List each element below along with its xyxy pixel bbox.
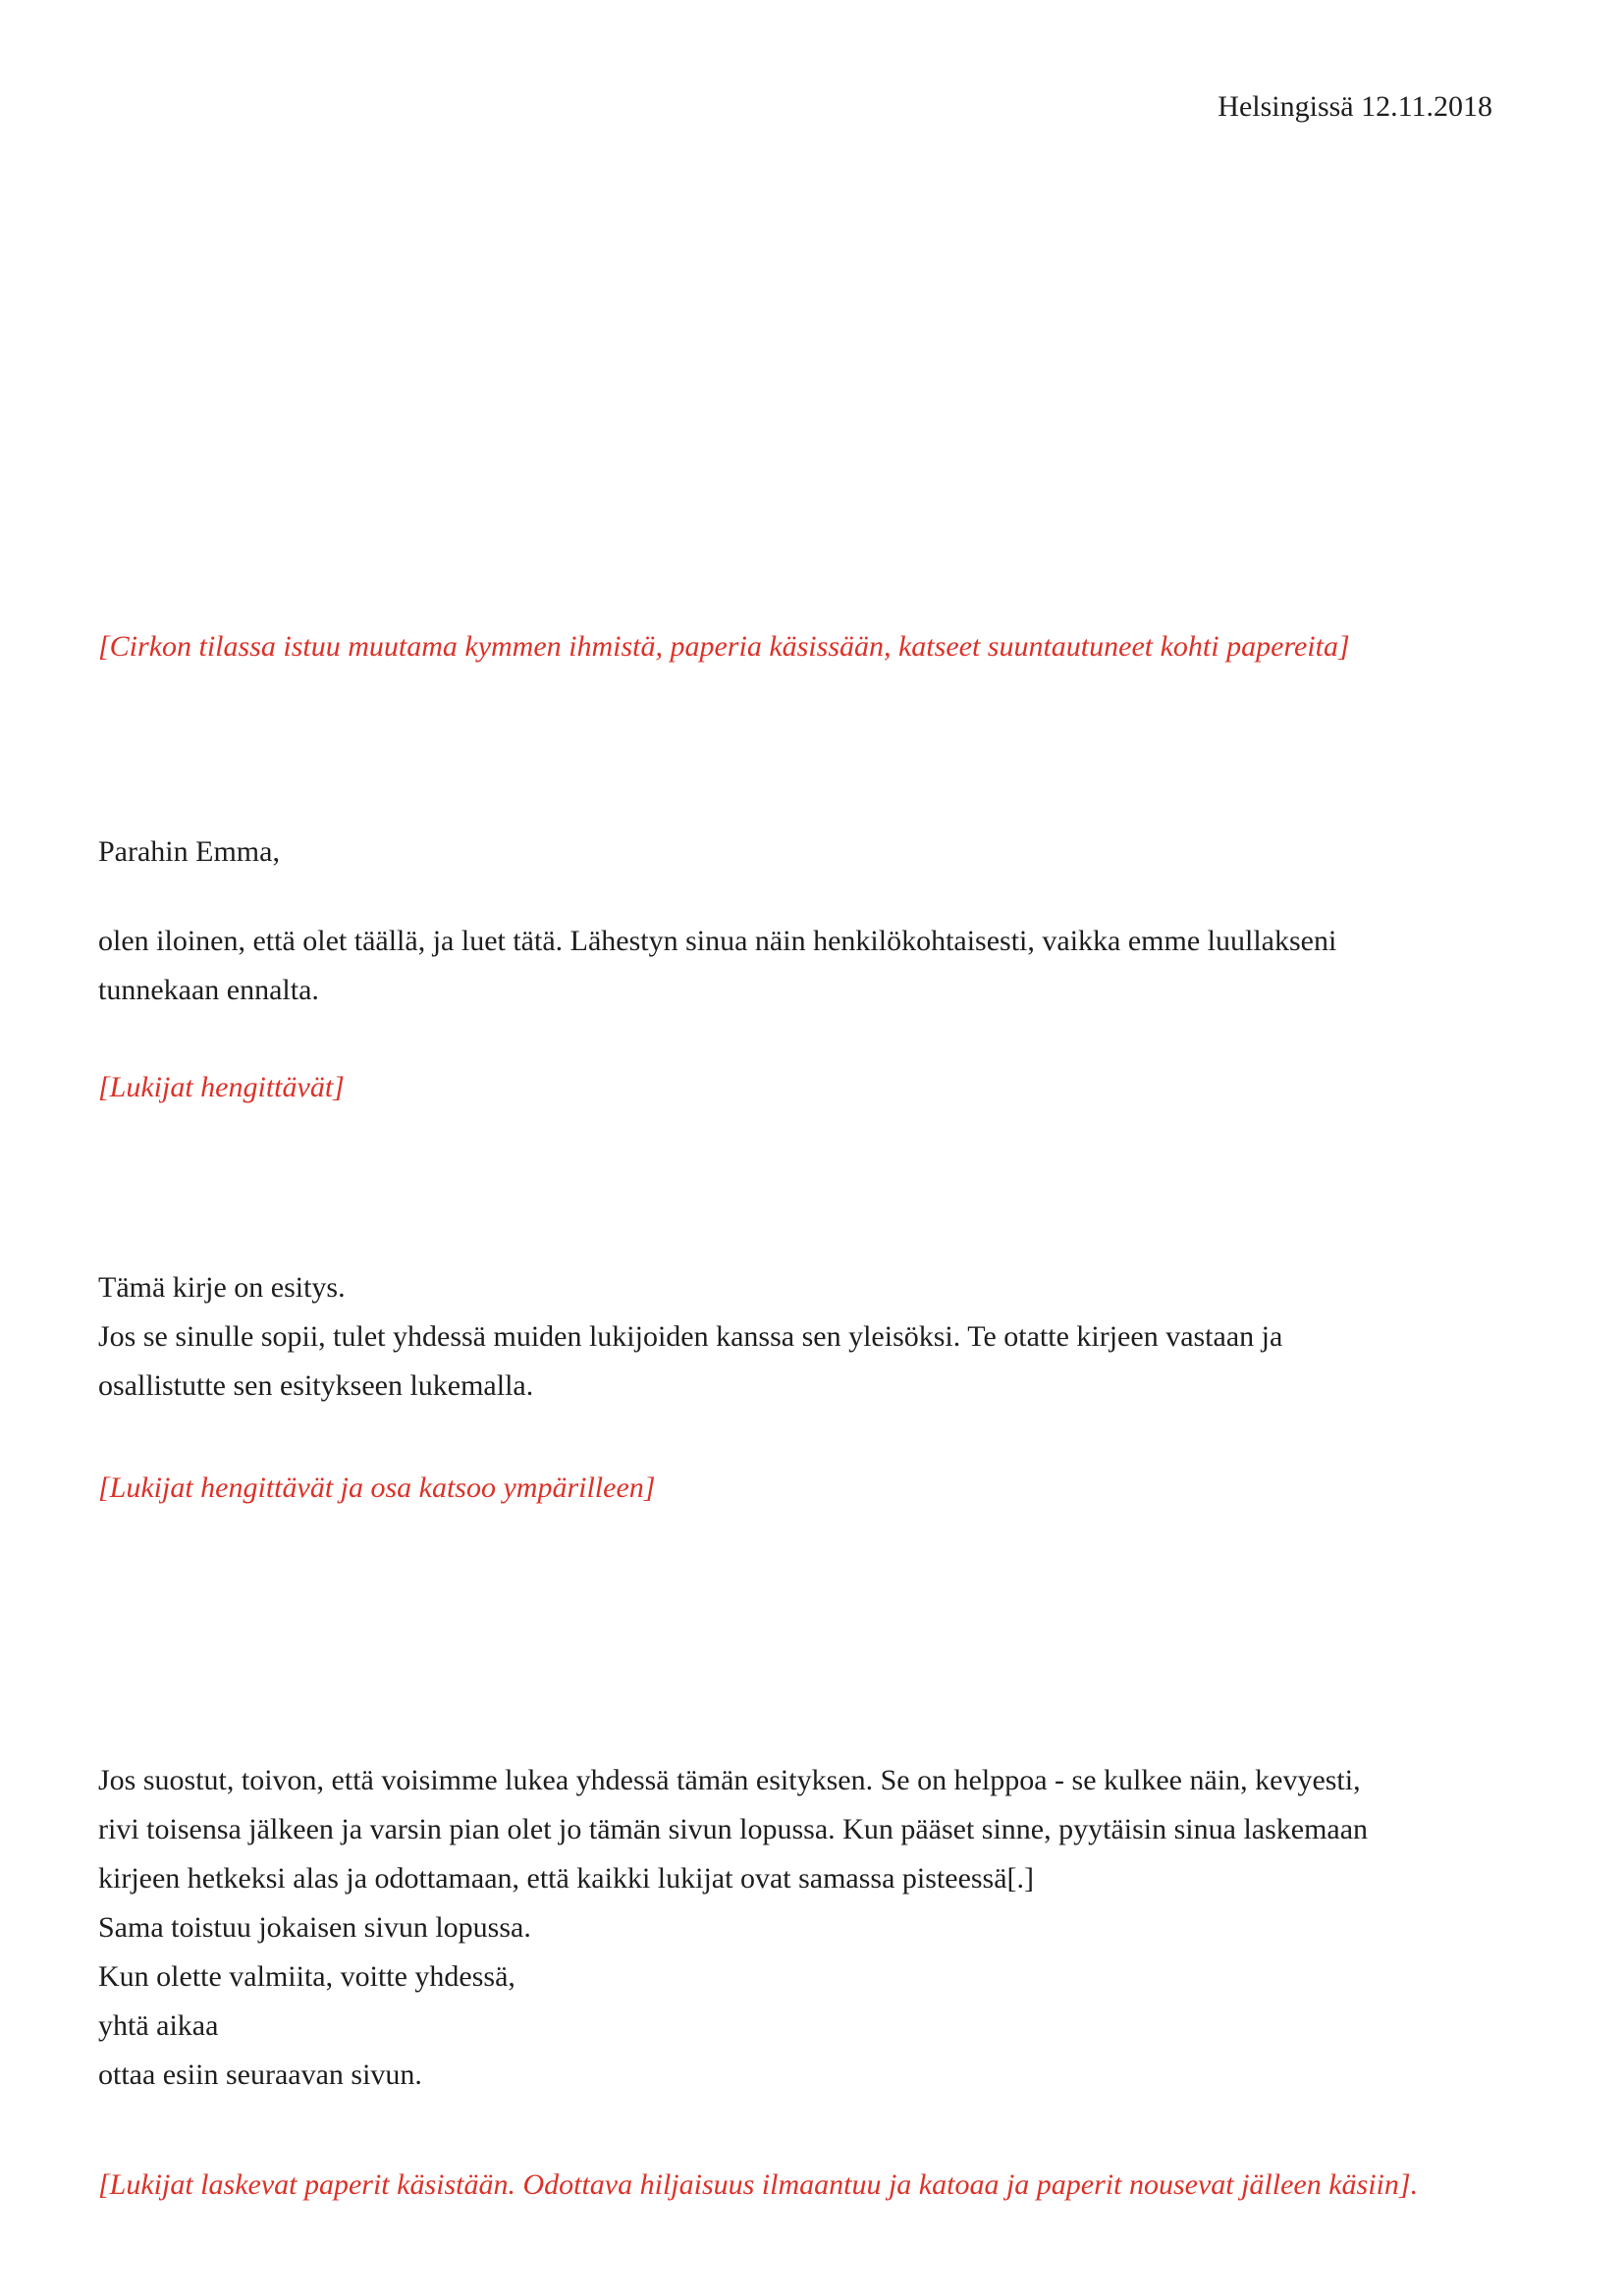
- text-line: yhtä aikaa: [98, 2009, 219, 2042]
- text-line: Sama toistuu jokaisen sivun lopussa.: [98, 1911, 531, 1944]
- stage-direction-text: [Cirkon tilassa istuu muutama kymmen ihmistä, paperia käsissään, katseet suuntautuneet kohti papereita]: [98, 630, 1350, 663]
- text-line: Jos suostut, toivon, että voisimme lukea yhdessä tämän esityksen. Se on helppoa - se kulkee näin, kevyesti,: [98, 1764, 1361, 1796]
- stage-direction-3: [98, 1464, 1492, 1513]
- text-line: kirjeen hetkeksi alas ja odottamaan, että kaikki lukijat ovat samassa pisteessä[.]: [98, 1862, 1035, 1895]
- dateline: [98, 82, 1492, 132]
- text-line: Kun olette valmiita, voitte yhdessä,: [98, 1960, 515, 1993]
- body-paragraph-2: [98, 1263, 1492, 1411]
- text-line: Jos se sinulle sopii, tulet yhdessä muiden lukijoiden kanssa sen yleisöksi. Te otatte kirjeen vastaan ja: [98, 1320, 1283, 1353]
- text-line: tunnekaan ennalta.: [98, 974, 319, 1006]
- stage-direction-2: [98, 1063, 1492, 1112]
- salutation: [98, 828, 1492, 877]
- stage-direction-4: [98, 2161, 1492, 2210]
- stage-direction-text: [Lukijat hengittävät]: [98, 1071, 345, 1103]
- text-line: Tämä kirje on esitys.: [98, 1271, 346, 1304]
- body-paragraph-1: [98, 917, 1492, 1015]
- stage-direction-text: [Lukijat hengittävät ja osa katsoo ympärilleen]: [98, 1471, 656, 1504]
- text-line: olen iloinen, että olet täällä, ja luet tätä. Lähestyn sinua näin henkilökohtaisesti, vaikka emme luullakseni: [98, 925, 1337, 957]
- text-line: ottaa esiin seuraavan sivun.: [98, 2058, 422, 2091]
- body-paragraph-3: [98, 1756, 1492, 2100]
- stage-direction-1: [98, 622, 1492, 671]
- salutation-text: Parahin Emma,: [98, 835, 280, 868]
- text-line: osallistutte sen esitykseen lukemalla.: [98, 1369, 534, 1402]
- text-line: rivi toisensa jälkeen ja varsin pian olet jo tämän sivun lopussa. Kun pääset sinne, pyytäisin sinua laskemaan: [98, 1813, 1369, 1845]
- stage-direction-text: [Lukijat laskevat paperit käsistään. Odottava hiljaisuus ilmaantuu ja katoaa ja paperit nousevat jälleen käsiin].: [98, 2168, 1419, 2201]
- dateline-text: Helsingissä 12.11.2018: [1218, 90, 1492, 123]
